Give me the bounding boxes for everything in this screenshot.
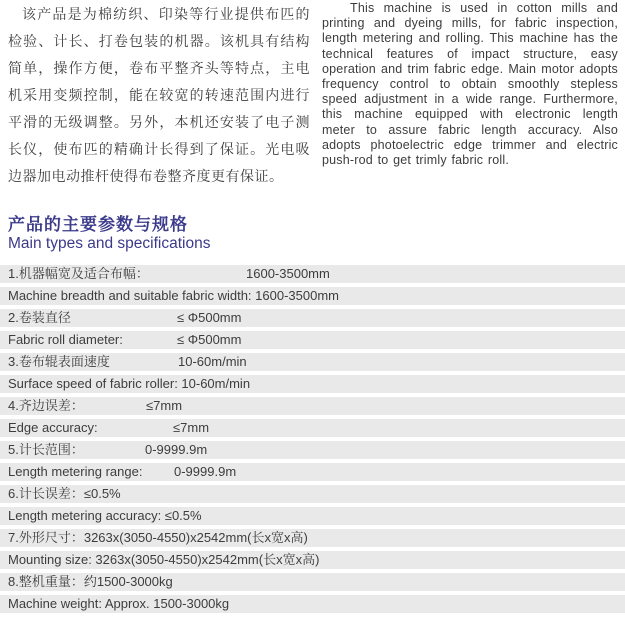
spec-label: 8.整机重量：约1500-3000kg bbox=[8, 574, 173, 589]
spec-row-surface-speed-en bbox=[0, 375, 625, 393]
spec-row-mounting-size-zh bbox=[0, 529, 625, 547]
spec-value: 0-9999.9m bbox=[174, 464, 237, 479]
spec-value: ≤7mm bbox=[146, 398, 183, 413]
spec-row-mounting-size-en bbox=[0, 551, 625, 569]
intro-paragraph-zh: 该产品是为棉纺织、印染等行业提供布匹的检验、计长、打卷包装的机器。该机具有结构简单，操作方便，卷布平整齐头等特点，主电机采用变频控制，能在较宽的转速范围内进行平滑的无级调整。另外，本机还安装了电子测长仪，使布匹的精确计长得到了保证。光电吸边器加电动推杆使得布卷整齐度更有保证。 bbox=[8, 6, 310, 184]
section-heading bbox=[8, 214, 210, 252]
spec-label: Mounting size: 3263x(3050-4550)x2542mm(长x宽x高) bbox=[8, 552, 320, 567]
spec-value: 1600-3500mm bbox=[246, 266, 330, 281]
spec-row-edge-accuracy-zh bbox=[0, 397, 625, 415]
spec-row-roll-diameter-zh bbox=[0, 309, 625, 327]
spec-row-length-accuracy-zh bbox=[0, 485, 625, 503]
spec-label: Length metering accuracy: ≤0.5% bbox=[8, 508, 202, 523]
spec-row-surface-speed-zh bbox=[0, 353, 625, 371]
spec-row-length-range-en bbox=[0, 463, 625, 481]
spec-row-machine-weight-en bbox=[0, 595, 625, 613]
section-title-zh: 产品的主要参数与规格 bbox=[8, 215, 188, 234]
spec-table bbox=[0, 265, 625, 617]
section-title-en: Main types and specifications bbox=[8, 235, 211, 252]
spec-value: ≤ Φ500mm bbox=[177, 310, 242, 325]
spec-row-edge-accuracy-en bbox=[0, 419, 625, 437]
intro-paragraph-en: This machine is used in cotton mills and printing and dyeing mills, for fabric inspection, length metering and rolling. This machine has the technical features of impact structure, easy operation and trim fabric edge. Main motor adopts frequency control to obtain smoothly stepless speed adjustment in a wide range. Furthermore, this machine equipped with electronic length meter to assure fabric length accuracy. Also adopts photoelectric edge trimmer and electric push-rod to get trimly fabric roll. bbox=[322, 1, 618, 168]
spec-value: 10-60m/min bbox=[178, 354, 247, 369]
spec-label: 4.齐边误差： bbox=[8, 398, 84, 413]
spec-label: 7.外形尺寸：3263x(3050-4550)x2542mm(长x宽x高) bbox=[8, 530, 308, 545]
spec-label: Machine breadth and suitable fabric width: 1600-3500mm bbox=[8, 288, 339, 303]
spec-row-length-range-zh bbox=[0, 441, 625, 459]
spec-value: 0-9999.9m bbox=[145, 442, 208, 457]
spec-label: Length metering range: bbox=[8, 464, 143, 479]
spec-label: Edge accuracy: bbox=[8, 420, 98, 435]
spec-label: Fabric roll diameter: bbox=[8, 332, 123, 347]
spec-label: 6.计长误差：≤0.5% bbox=[8, 486, 121, 501]
spec-label: Machine weight: Approx. 1500-3000kg bbox=[8, 596, 230, 611]
spec-value: ≤7mm bbox=[173, 420, 210, 435]
spec-label: Surface speed of fabric roller: 10-60m/min bbox=[8, 376, 251, 391]
spec-label: 5.计长范围： bbox=[8, 442, 84, 457]
spec-row-length-accuracy-en bbox=[0, 507, 625, 525]
spec-label: 2.卷装直径 bbox=[8, 310, 71, 325]
spec-row-machine-breadth-zh bbox=[0, 265, 625, 283]
spec-label: 3.卷布辊表面速度 bbox=[8, 354, 110, 369]
spec-value: ≤ Φ500mm bbox=[177, 332, 242, 347]
spec-row-machine-weight-zh bbox=[0, 573, 625, 591]
spec-row-roll-diameter-en bbox=[0, 331, 625, 349]
spec-row-machine-breadth-en bbox=[0, 287, 625, 305]
spec-label: 1.机器幅宽及适合布幅： bbox=[8, 266, 149, 281]
